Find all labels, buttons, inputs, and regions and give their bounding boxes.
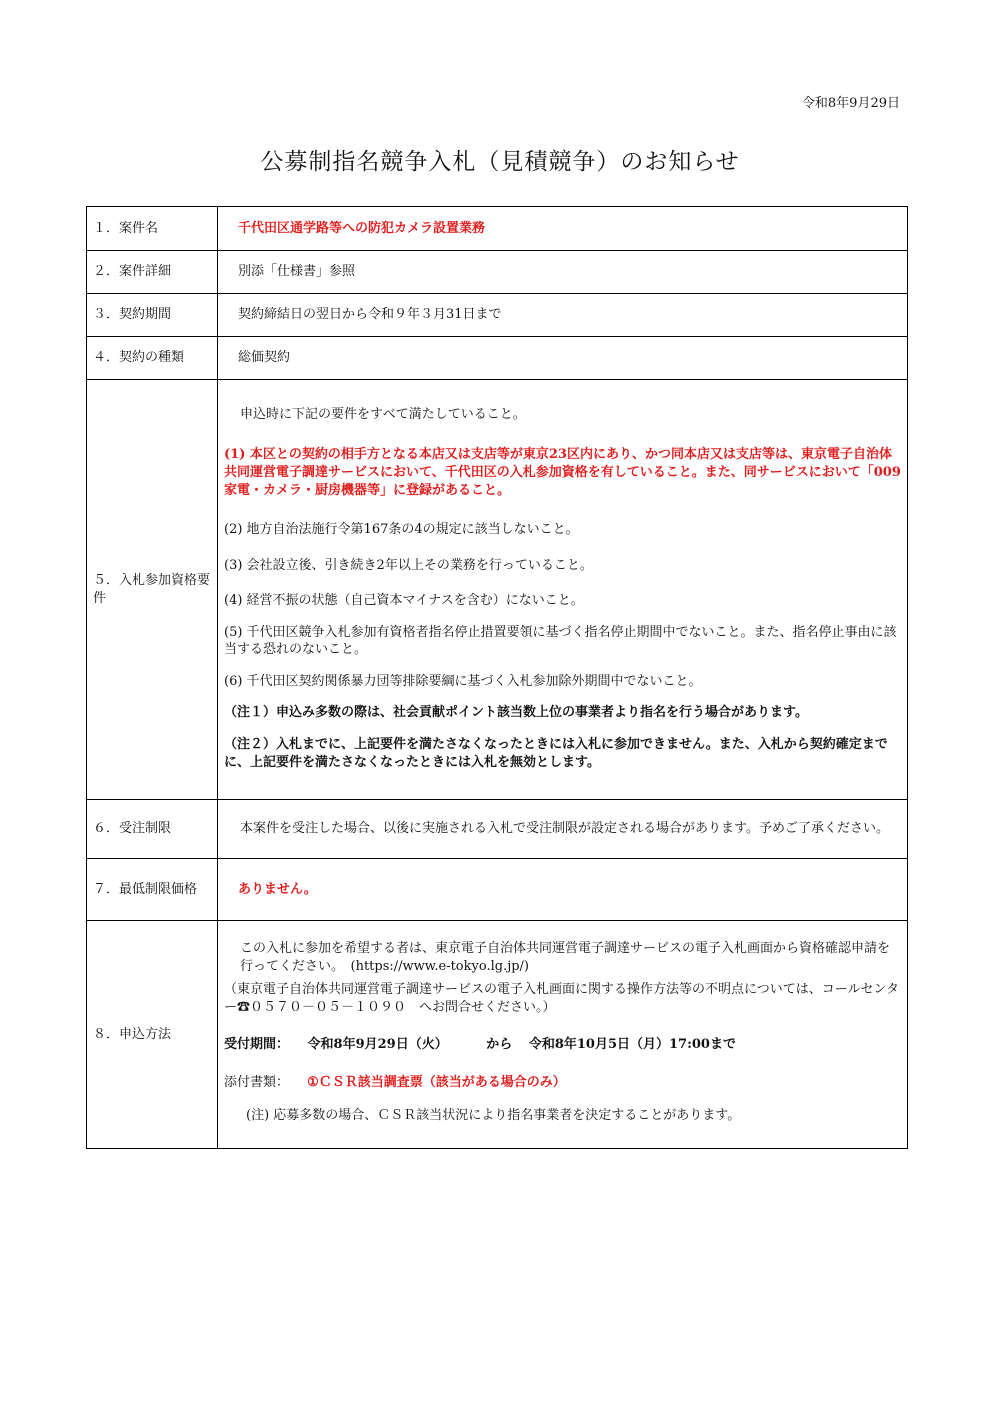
notice-table [86,206,914,1149]
period-from: から [486,1037,513,1053]
requirements-intro: 申込時に下記の要件をすべて満たしていること。 [240,406,526,422]
table-row [87,921,908,1149]
row-label: ７．最低制限価格 [87,859,218,921]
notice-date: 令和8年9月29日 [801,96,900,111]
row-label: ２．案件詳細 [87,251,218,294]
application-note: (注) 応募多数の場合、ＣＳＲ該当状況により指名事業者を決定することがあります。 [246,1108,741,1124]
table-row [87,337,908,380]
contract-type: 総価契約 [218,337,908,380]
contract-period: 契約締結日の翌日から令和９年３月31日まで [218,294,908,337]
table-row [87,380,908,800]
row-label: ３．契約期間 [87,294,218,337]
attachments [224,1074,901,1092]
order-restriction [218,800,908,859]
requirement-4: (4) 経営不振の状態（自己資本マイナスを含む）にないこと。 [224,593,584,609]
application-instructions: この入札に参加を希望する者は、東京電子自治体共同運営電子調達サービスの電子入札画面から資格確認申請を行ってください。 (https://www.e-tokyo.lg.jp/) [240,941,891,974]
requirement-3: (3) 会社設立後、引き続き2年以上その業務を行っていること。 [224,557,593,573]
project-name: 千代田区通学路等への防犯カメラ設置業務 [218,207,908,251]
project-details: 別添「仕様書」参照 [218,251,908,294]
requirement-note-2: （注２）入札までに、上記要件を満たさなくなったときには入札に参加できません。また、入札から契約確定までに、上記要件を満たさなくなったときには入札を無効とします。 [224,736,888,770]
application-method [218,921,908,1149]
period-end: 令和8年10月5日（月）17:00まで [528,1037,736,1053]
minimum-price: ありません。 [218,859,908,921]
table-row [87,207,908,251]
period-label: 受付期間： [224,1037,290,1053]
order-restriction-text: 本案件を受注した場合、以後に実施される入札で受注制限が設定される場合があります。予めご了承ください。 [240,821,889,837]
call-center-info: （東京電子自治体共同運営電子調達サービスの電子入札画面に関する操作方法等の不明点については、コールセンター☎０５７０－０５－１０９０ へお問合せください。） [224,982,899,1015]
period-start: 令和8年9月29日（火） [307,1037,448,1053]
table-row [87,294,908,337]
reception-period [224,1036,901,1054]
requirement-6: (6) 千代田区契約関係暴力団等排除要綱に基づく入札参加除外期間中でないこと。 [224,673,702,689]
attach-value: ①ＣＳＲ該当調査票（該当がある場合のみ） [307,1074,566,1090]
row-label: ８．申込方法 [87,921,218,1149]
row-label: １．案件名 [87,207,218,251]
requirement-5: (5) 千代田区競争入札参加有資格者指名停止措置要領に基づく指名停止期間中でないこと。また、指名停止事由に該当する恐れのないこと。 [224,624,897,658]
qualification-requirements [218,380,914,800]
table-row [87,859,908,921]
requirement-1: (1) 本区との契約の相手方となる本店又は支店等が東京23区内にあり、かつ同本店又は支店等は、東京電子自治体共同運営電子調達サービスにおいて、千代田区の入札参加資格を有していること。また、同サービスにおいて「009 家電・カメラ・厨房機器等」に登録があること。 [224,447,914,498]
requirement-note-1: （注１）申込み多数の際は、社会貢献ポイント該当数上位の事業者より指名を行う場合があります。 [224,705,808,721]
table-row [87,800,908,859]
page-title: 公募制指名競争入札（見積競争）のお知らせ [260,149,740,175]
row-label: ４．契約の種類 [87,337,218,380]
row-label: ６．受注制限 [87,800,218,859]
row-label: ５．入札参加資格要件 [87,380,218,800]
attach-label: 添付書類： [224,1074,290,1090]
table-row [87,251,908,294]
requirement-2: (2) 地方自治法施行令第167条の4の規定に該当しないこと。 [224,522,579,538]
